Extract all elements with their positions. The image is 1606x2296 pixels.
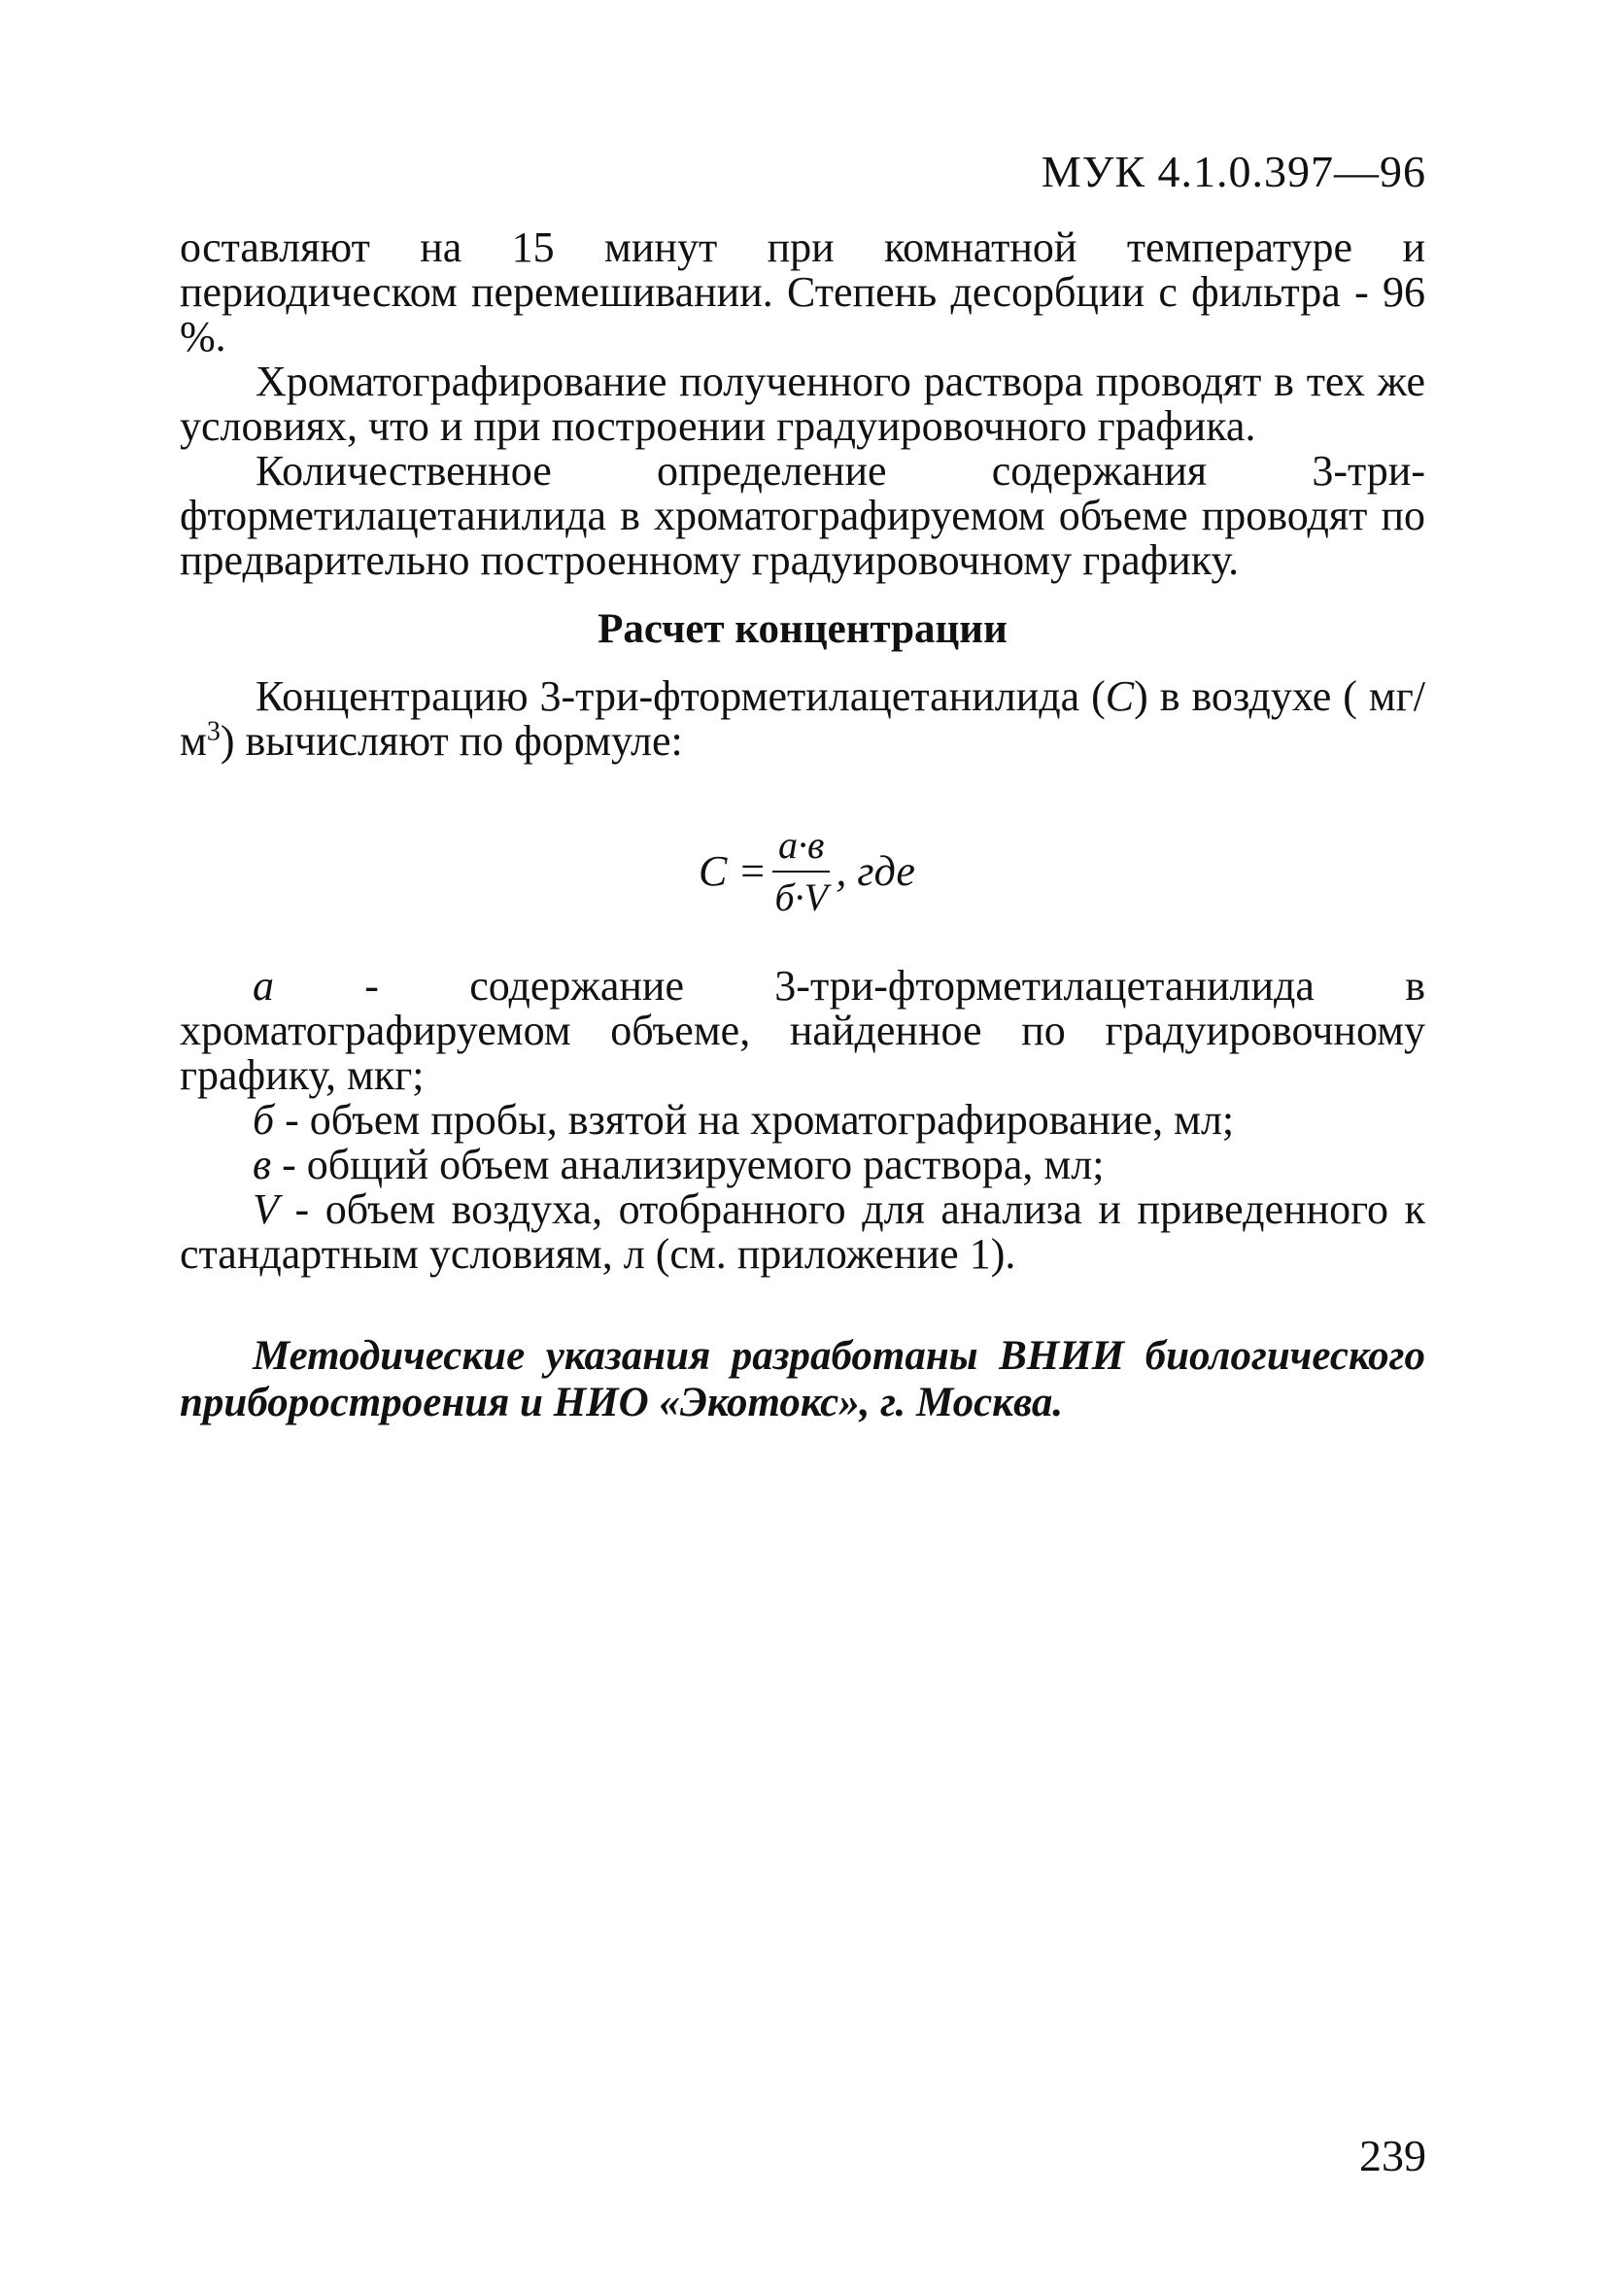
paragraph-desorption: оставляют на 15 минут при комнатной температуре и периодическом перемешивании. Степень десорбции с фильтра - 96 %.: [180, 223, 1425, 360]
definition-variable: V: [253, 1185, 279, 1233]
formula-suffix: , где: [836, 847, 915, 895]
paragraph-concentration: [180, 674, 1425, 764]
formula-block: [180, 808, 1425, 935]
formula-denominator: б·V: [774, 875, 829, 919]
definitions-list: [180, 964, 1425, 1277]
unit-exponent: 3: [206, 716, 221, 747]
definition-item: [180, 1143, 1425, 1187]
definition-text: - объем воздуха, отобранного для анализа и приведенного к стандартным условиям, л (см. приложение 1).: [180, 1185, 1425, 1278]
definition-text: - содержание 3-три-фторметилацетанилида в хроматографируемом объеме, найденное по градуировочному графику, мкг;: [180, 962, 1425, 1099]
section-heading: Расчет концентрации: [598, 606, 1008, 652]
document-code-header: МУК 4.1.0.397—96: [1041, 147, 1426, 196]
developer-note: Методические указания разработаны ВНИИ биологического приборостроения и НИО «Экотокс», г. Москва.: [180, 1333, 1425, 1425]
definition-item: [180, 1187, 1425, 1277]
paragraph-quantitative: Количественное определение содержания 3-три-фторметилацетанилида в хроматографируемом объеме проводят по предварительно построенному градуировочному графику.: [180, 447, 1425, 584]
concentration-text-end: ) вычисляют по формуле:: [220, 717, 683, 765]
definition-item: [180, 1098, 1425, 1143]
definition-variable: в: [253, 1141, 272, 1188]
definition-text: - общий объем анализируемого раствора, мл;: [271, 1141, 1105, 1188]
concentration-text-mid: ) в воздухе ( мг/м: [180, 672, 1425, 765]
formula-lhs: С =: [699, 847, 768, 895]
definition-variable: а: [253, 962, 274, 1010]
paragraph-chromatography: Хроматографирование полученного раствора проводят в тех же условиях, что и при построении градуировочного графика.: [180, 358, 1425, 450]
concentration-symbol: С: [1105, 672, 1135, 720]
formula-numerator: а·в: [772, 824, 830, 873]
formula: [699, 808, 915, 935]
page-number: 239: [1359, 2131, 1426, 2180]
page-content: [180, 225, 1425, 1468]
formula-fraction: [772, 824, 830, 919]
definition-variable: б: [253, 1096, 275, 1144]
concentration-text-start: Концентрацию 3-три-фторметилацетанилида (: [256, 672, 1106, 720]
definition-text: - объем пробы, взятой на хроматографирование, мл;: [274, 1096, 1235, 1144]
definition-item: [180, 964, 1425, 1098]
